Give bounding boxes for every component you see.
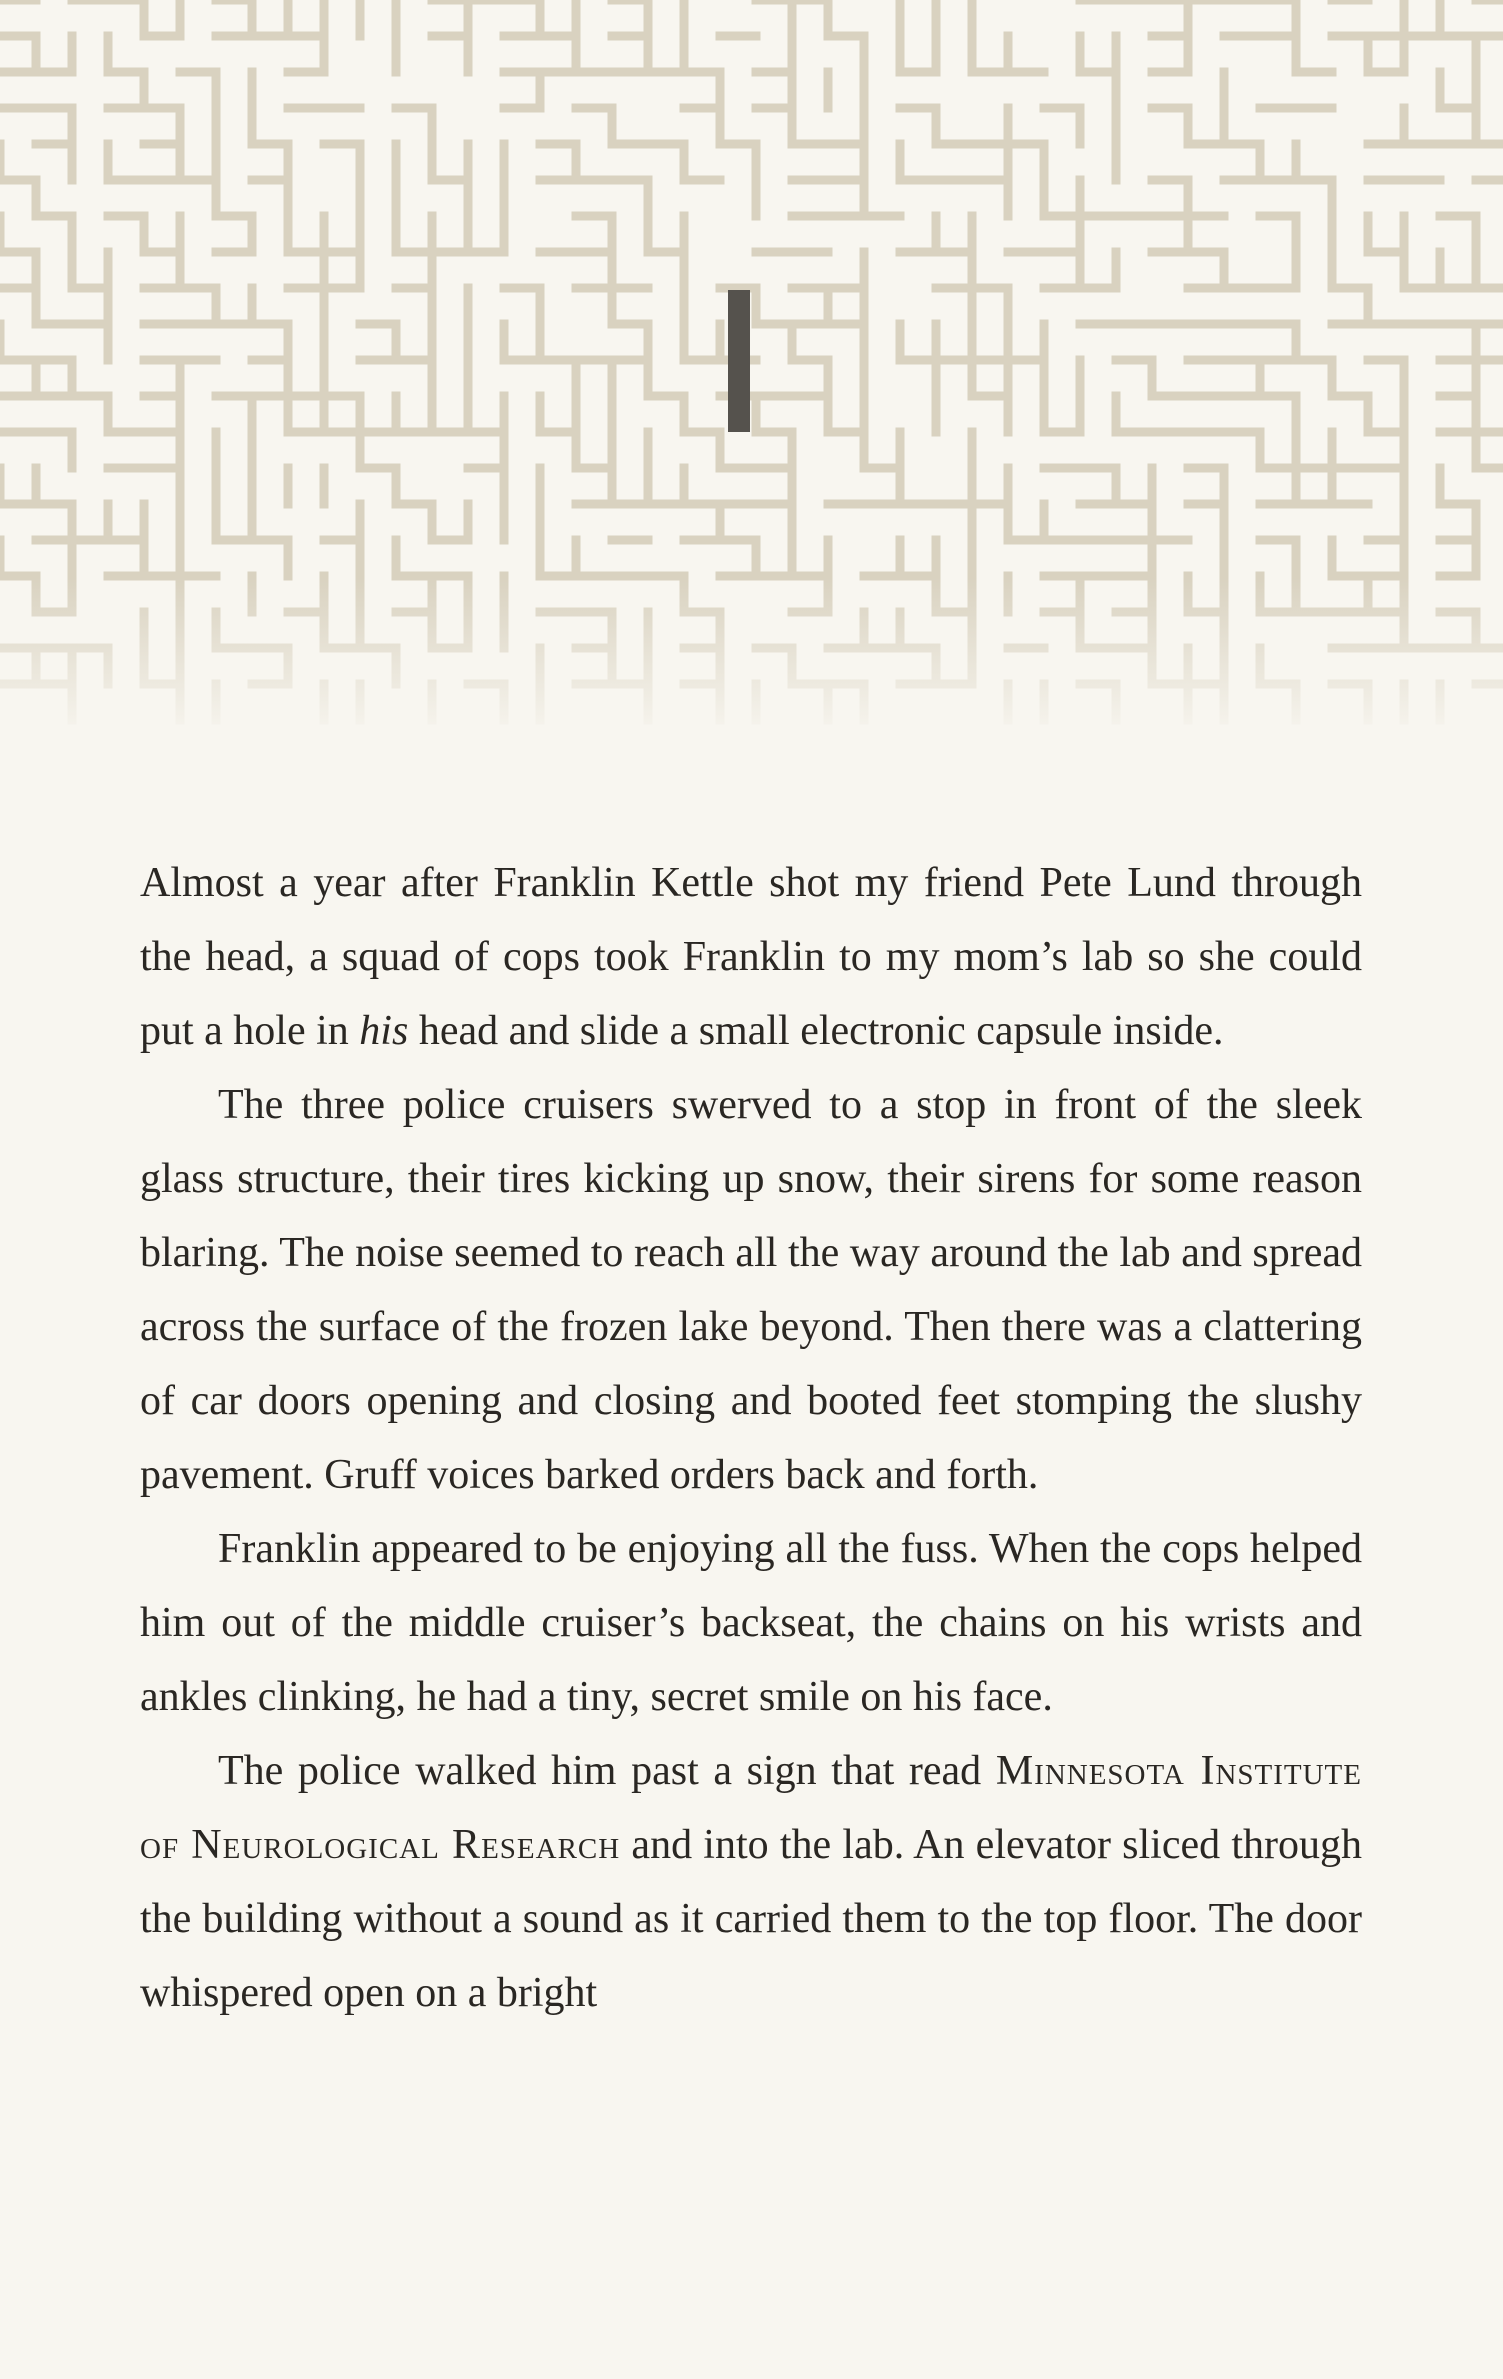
paragraph-4 (140, 1734, 1362, 2030)
paragraph-4-text-before-sign: The police walked him past a sign that read (218, 1748, 996, 1794)
paragraph-1 (140, 846, 1362, 1068)
paragraph-1-italic-word: his (359, 1008, 409, 1054)
maze-illustration (0, 0, 1503, 740)
paragraph-1-text-before-italic: Almost a year after Franklin Kettle shot my friend Pete Lund through the head, a squad of cops took Franklin to my mom’s lab so she could put a hole in (140, 860, 1362, 1054)
paragraph-1-text-after-italic: head and slide a small electronic capsule inside. (408, 1008, 1224, 1054)
paragraph-4-text-after-sign: and into the lab. An elevator sliced through the building without a sound as it carried them to the top floor. The door whispered open on a bright (140, 1822, 1362, 2016)
institute-sign-text: Minnesota Institute of Neurological Research (140, 1748, 1362, 1868)
chapter-number (728, 290, 750, 432)
paragraph-2: The three police cruisers swerved to a stop in front of the sleek glass structure, their tires kicking up snow, their sirens for some reason blaring. The noise seemed to reach all the way around the lab and spread across the surface of the frozen lake beyond. Then there was a clattering of car doors opening and closing and booted feet stomping the slushy pavement. Gruff voices barked orders back and forth. (140, 1082, 1362, 1498)
maze-pattern-header (0, 0, 1503, 740)
paragraph-3: Franklin appeared to be enjoying all the fuss. When the cops helped him out of the middle cruiser’s backseat, the chains on his wrists and ankles clinking, he had a tiny, secret smile on his face. (140, 1526, 1362, 1720)
chapter-text (140, 846, 1362, 2030)
